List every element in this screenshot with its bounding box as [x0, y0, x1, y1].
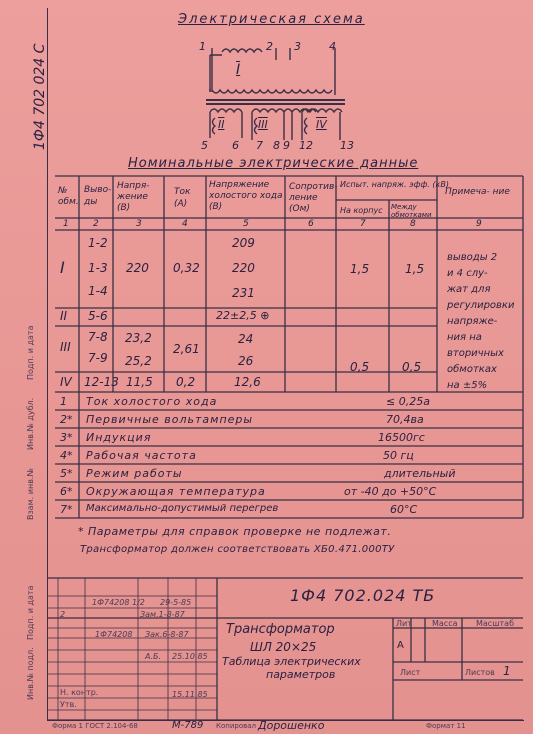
winding-1-num: I: [60, 258, 65, 277]
header-resistance: Сопротив- ление (Ом): [289, 182, 338, 214]
format-label: Формат 11: [426, 722, 466, 730]
document-name-4: параметров: [266, 668, 336, 681]
winding-3-lead: 7-8: [88, 330, 108, 344]
stamp-entry: 29-5-85: [160, 598, 192, 607]
stamp-entry: 1Ф74208 1/2: [92, 598, 145, 607]
winding-1-voltage: 220: [126, 261, 149, 275]
note-line: жат для: [447, 284, 491, 295]
secondary-test-case: 0,5: [350, 360, 370, 374]
pin-2-label: 2: [266, 40, 273, 53]
stamp-entry: 2: [60, 610, 66, 619]
sheets-label: Листов: [465, 668, 495, 677]
pin-5-label: 5: [201, 139, 208, 152]
stamp-entry: 15.11.85: [172, 690, 208, 699]
col-number: 7: [360, 219, 366, 229]
winding-1-noload: 209: [232, 236, 255, 250]
params-title: Номинальные электрические данные: [128, 156, 419, 171]
winding-3-lead: 7-9: [88, 351, 108, 365]
note-line: ния на: [447, 332, 482, 343]
param-num: 5*: [60, 467, 73, 480]
copied-label: Копировал: [216, 722, 256, 730]
header-test: Испыт. напряж. эфф. (кВ): [340, 180, 449, 189]
param-num: 4*: [60, 449, 73, 462]
col-number: 4: [182, 219, 188, 229]
stamp-entry: А.Б.: [145, 652, 162, 661]
winding-2-label: II: [218, 118, 225, 131]
param-value: 60°С: [390, 503, 418, 516]
winding-1-noload: 231: [232, 286, 255, 300]
winding-3-current: 2,61: [173, 342, 200, 356]
note-line: вторичных: [447, 348, 504, 359]
winding-4-label: IV: [316, 118, 327, 131]
winding-4-noload: 12,6: [234, 375, 261, 389]
norm-control-label: Н. контр.: [60, 688, 99, 697]
winding-1-lead: 1-3: [88, 261, 108, 275]
note-line: обмотках: [447, 364, 497, 375]
header-test-windings: Между обмотками: [391, 203, 432, 219]
stamp-entry: 1Ф74208: [95, 630, 133, 639]
col-number: 9: [476, 219, 482, 229]
winding-1-lead: 1-2: [88, 236, 108, 250]
col-number: 6: [308, 219, 314, 229]
inventory-number: М-789: [172, 720, 204, 731]
param-label: Ток холостого хода: [86, 395, 218, 408]
scale-label: Масштаб: [476, 619, 515, 628]
document-name-3: Таблица электрических: [222, 655, 361, 668]
note-line: и 4 слу-: [447, 268, 488, 279]
winding-1-label: I: [236, 62, 241, 78]
param-value: ≤ 0,25а: [386, 395, 430, 408]
winding-1-noload: 220: [232, 261, 255, 275]
param-value: 16500гс: [378, 431, 425, 444]
stamp-entry: Зам.1-8-87: [140, 610, 185, 619]
col-number: 3: [136, 219, 142, 229]
scheme-title: Электрическая схема: [178, 12, 365, 27]
document-code: 1Ф4 702.024 ТБ: [290, 586, 436, 605]
left-stamp-label: Подп. и дата: [26, 585, 35, 640]
left-stamp-label: Инв.№ подл.: [26, 647, 35, 700]
stamp-entry: Зак.6-8-87: [145, 630, 189, 639]
param-num: 6*: [60, 485, 73, 498]
param-value: 70,4ва: [386, 413, 424, 426]
note-line: выводы 2: [447, 252, 498, 263]
footnote-2: Трансформатор должен соответствовать ХБ0.471.000ТУ: [80, 544, 395, 555]
col-number: 8: [410, 219, 416, 229]
winding-4-current: 0,2: [176, 375, 196, 389]
left-stamp-label: Инв.№ дубл.: [26, 397, 35, 450]
copier-name: Дорошенко: [258, 719, 325, 732]
pin-4-label: 4: [329, 40, 336, 53]
param-num: 2*: [60, 413, 73, 426]
winding-1-lead: 1-4: [88, 284, 108, 298]
param-label: Рабочая частота: [86, 449, 197, 462]
winding-3-voltage: 25,2: [125, 354, 152, 368]
pin-1-label: 1: [199, 40, 206, 53]
param-value: 50 гц: [383, 449, 414, 462]
winding-2-lead: 5-6: [88, 309, 108, 323]
document-name-1: Трансформатор: [226, 622, 335, 637]
approved-label: Утв.: [60, 700, 77, 709]
winding-3-noload: 26: [238, 354, 254, 368]
form-reference: Форма 1 ГОСТ 2.104-68: [52, 722, 138, 730]
header-num: № обм.: [58, 186, 79, 207]
pin-7-label: 7: [256, 139, 263, 152]
winding-2-num: II: [60, 309, 68, 323]
winding-4-voltage: 11,5: [126, 375, 153, 389]
winding-1-test-case: 1,5: [350, 262, 370, 276]
header-note: Примеча- ние: [445, 187, 510, 197]
winding-3-label: III: [258, 118, 268, 131]
winding-3-voltage: 23,2: [125, 331, 152, 345]
left-stamp-label: Подп. и дата: [26, 325, 35, 380]
note-line: на ±5%: [447, 380, 488, 391]
col-number: 5: [243, 219, 249, 229]
param-num: 3*: [60, 431, 73, 444]
header-test-case: На корпус: [340, 206, 383, 215]
pin-3-label: 3: [294, 40, 301, 53]
winding-4-num: IV: [60, 375, 72, 389]
header-current: Ток (А): [174, 187, 191, 209]
param-label: Индукция: [86, 431, 152, 444]
winding-1-current: 0,32: [173, 261, 200, 275]
lit-label: Лит: [396, 619, 412, 628]
header-leads: Выво- ды: [84, 185, 112, 207]
param-num: 7*: [60, 503, 73, 516]
secondary-test-windings: 0,5: [402, 360, 422, 374]
col-number: 2: [93, 219, 99, 229]
note-line: регулировки: [447, 300, 515, 311]
pin-6-label: 6: [232, 139, 239, 152]
header-noload: Напряжение холостого хода (В): [209, 180, 283, 212]
footnote-1: * Параметры для справок проверке не подлежат.: [78, 525, 392, 538]
pin-8-label: 8: [273, 139, 280, 152]
left-stamp-label: Взам. инв.№: [26, 468, 35, 520]
winding-3-noload: 24: [238, 332, 254, 346]
mass-label: Масса: [432, 619, 458, 628]
side-document-code: 1Ф4 702 024 С: [32, 43, 48, 150]
param-label: Окружающая температура: [86, 485, 266, 498]
param-label: Максимально-допустимый перегрев: [86, 503, 279, 514]
header-voltage: Напря- жение (В): [117, 181, 150, 213]
pin-9-label: 9: [283, 139, 290, 152]
sheet-label: Лист: [400, 668, 421, 677]
param-value: длительный: [384, 467, 456, 480]
sheets-count: 1: [503, 664, 511, 678]
winding-3-num: III: [60, 340, 71, 354]
col-number: 1: [63, 219, 69, 229]
document-name-2: ШЛ 20×25: [250, 640, 317, 654]
winding-1-test-windings: 1,5: [405, 262, 425, 276]
winding-2-noload: 22±2,5 ⊕: [216, 309, 270, 322]
param-label: Режим работы: [86, 467, 183, 480]
stamp-entry: 25.10.85: [172, 652, 208, 661]
winding-4-lead: 12-13: [84, 375, 119, 389]
param-label: Первичные вольтамперы: [86, 413, 254, 426]
lit-letter: А: [397, 640, 404, 651]
pin-12-label: 12: [299, 139, 313, 152]
param-num: 1: [60, 395, 67, 408]
note-line: напряже-: [447, 316, 498, 327]
param-value: от -40 до +50°С: [344, 485, 437, 498]
pin-13-label: 13: [340, 139, 354, 152]
